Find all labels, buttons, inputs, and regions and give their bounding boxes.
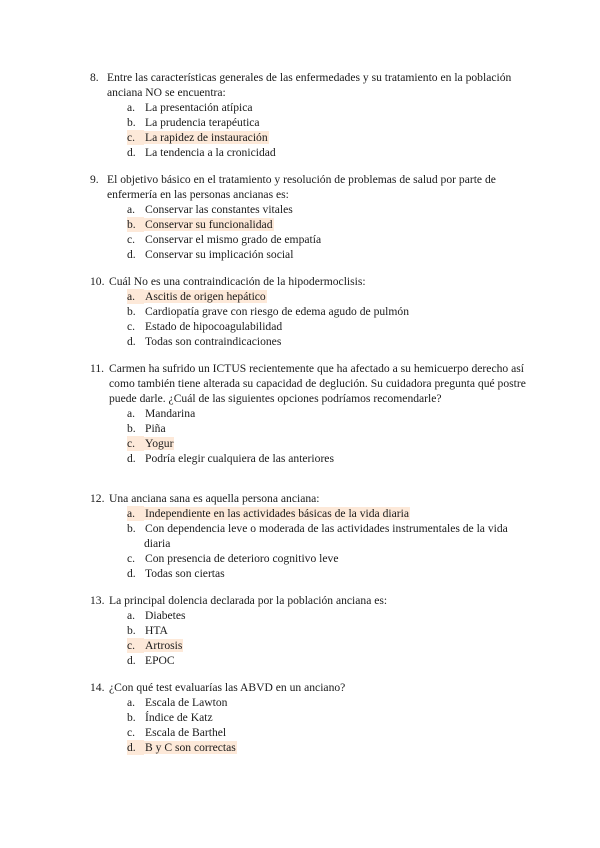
option-text: Cardiopatía grave con riesgo de edema agudo de pulmón xyxy=(145,305,409,318)
option-list xyxy=(90,506,530,581)
question-text: Una anciana sana es aquella persona anciana: xyxy=(109,492,320,505)
option-text: Estado de hipocoagulabilidad xyxy=(145,320,283,333)
option-text: Podría elegir cualquiera de las anteriores xyxy=(145,452,334,465)
option-letter: b. xyxy=(127,116,136,129)
option-list xyxy=(90,289,530,349)
option-b xyxy=(127,304,530,319)
option-b xyxy=(127,521,530,551)
option-text: Con dependencia leve o moderada de las actividades instrumentales de la vida diaria xyxy=(144,522,508,550)
option-letter: c. xyxy=(127,552,136,565)
option-letter: d. xyxy=(127,452,136,465)
option-text: Escala de Lawton xyxy=(145,696,228,709)
option-c xyxy=(127,319,530,334)
option-b-correct xyxy=(127,217,530,232)
option-a xyxy=(127,406,530,421)
option-letter: b. xyxy=(127,217,144,232)
option-text: Escala de Barthel xyxy=(145,726,227,739)
option-c-correct xyxy=(127,130,530,145)
option-a xyxy=(127,202,530,217)
option-c-correct xyxy=(127,436,530,451)
option-text: Artrosis xyxy=(145,639,183,652)
option-text: La rapidez de instauración xyxy=(145,131,268,144)
question-text: Cuál No es una contraindicación de la hipodermoclisis: xyxy=(109,275,366,288)
option-letter: a. xyxy=(127,506,144,521)
option-letter: a. xyxy=(127,609,136,622)
option-d xyxy=(127,451,530,466)
question-number: 9. xyxy=(90,173,99,186)
option-a-correct xyxy=(127,506,530,521)
option-letter: c. xyxy=(127,638,144,653)
option-letter: d. xyxy=(127,654,136,667)
option-list xyxy=(90,608,530,668)
option-text: B y C son correctas xyxy=(145,741,236,754)
option-letter: d. xyxy=(127,335,136,348)
option-a xyxy=(127,100,530,115)
option-c xyxy=(127,232,530,247)
option-list xyxy=(90,202,530,262)
option-letter: b. xyxy=(127,711,136,724)
option-d xyxy=(127,247,530,262)
option-text: Conservar su funcionalidad xyxy=(145,218,273,231)
option-text: Piña xyxy=(145,422,166,435)
option-letter: a. xyxy=(127,289,144,304)
option-a xyxy=(127,695,530,710)
option-letter: a. xyxy=(127,101,136,114)
option-c xyxy=(127,551,530,566)
option-text: Índice de Katz xyxy=(145,711,213,724)
option-b xyxy=(127,623,530,638)
option-letter: d. xyxy=(127,567,136,580)
option-letter: c. xyxy=(127,320,136,333)
question-number: 10. xyxy=(90,275,105,288)
question-number: 8. xyxy=(90,71,99,84)
option-letter: b. xyxy=(127,305,136,318)
question-14 xyxy=(90,680,530,755)
option-list xyxy=(90,100,530,160)
option-a xyxy=(127,608,530,623)
option-letter: d. xyxy=(127,740,144,755)
question-12 xyxy=(90,491,530,581)
option-text: Diabetes xyxy=(145,609,186,622)
option-d xyxy=(127,566,530,581)
question-11 xyxy=(90,361,530,466)
question-10 xyxy=(90,274,530,349)
question-number: 11. xyxy=(90,362,105,375)
option-text: Todas son ciertas xyxy=(145,567,225,580)
question-text: ¿Con qué test evaluarías las ABVD en un anciano? xyxy=(109,681,346,694)
option-letter: c. xyxy=(127,436,144,451)
option-letter: c. xyxy=(127,233,136,246)
option-text: Con presencia de deterioro cognitivo leve xyxy=(145,552,339,565)
question-9 xyxy=(90,172,530,262)
option-letter: a. xyxy=(127,203,136,216)
question-number: 14. xyxy=(90,681,105,694)
option-text: Conservar el mismo grado de empatía xyxy=(145,233,322,246)
question-text: El objetivo básico en el tratamiento y resolución de problemas de salud por parte de enfermería en las personas ancianas es: xyxy=(107,173,496,201)
option-text: Mandarina xyxy=(145,407,196,420)
option-text: Conservar las constantes vitales xyxy=(145,203,293,216)
option-letter: c. xyxy=(127,130,144,145)
option-text: La prudencia terapéutica xyxy=(145,116,260,129)
question-text: Carmen ha sufrido un ICTUS recientemente que ha afectado a su hemicuerpo derecho así como también tiene alterada su capacidad de deglución. Su cuidadora pregunta qué postre puede darle. ¿Cuál de las siguientes opciones podríamos recomendarle? xyxy=(109,362,526,405)
option-letter: a. xyxy=(127,407,136,420)
option-c-correct xyxy=(127,638,530,653)
option-d xyxy=(127,653,530,668)
option-text: La tendencia a la cronicidad xyxy=(145,146,276,159)
option-text: HTA xyxy=(145,624,168,637)
question-13 xyxy=(90,593,530,668)
question-text: La principal dolencia declarada por la población anciana es: xyxy=(109,594,388,607)
option-letter: b. xyxy=(127,522,136,535)
question-number: 12. xyxy=(90,492,105,505)
option-letter: d. xyxy=(127,248,136,261)
option-letter: b. xyxy=(127,422,136,435)
question-8 xyxy=(90,70,530,160)
option-b xyxy=(127,710,530,725)
option-b xyxy=(127,115,530,130)
option-list xyxy=(90,695,530,755)
option-text: Ascitis de origen hepático xyxy=(145,290,266,303)
option-d-correct xyxy=(127,740,530,755)
option-text: Conservar su implicación social xyxy=(145,248,294,261)
option-text: La presentación atípica xyxy=(145,101,253,114)
option-c xyxy=(127,725,530,740)
option-d xyxy=(127,334,530,349)
option-a-correct xyxy=(127,289,530,304)
question-text: Entre las características generales de las enfermedades y su tratamiento en la población anciana NO se encuentra: xyxy=(107,71,512,99)
option-letter: d. xyxy=(127,146,136,159)
option-d xyxy=(127,145,530,160)
option-text: EPOC xyxy=(145,654,175,667)
option-letter: a. xyxy=(127,696,136,709)
option-list xyxy=(90,406,530,466)
option-text: Independiente en las actividades básicas de la vida diaria xyxy=(145,507,409,520)
option-b xyxy=(127,421,530,436)
question-number: 13. xyxy=(90,594,105,607)
option-text: Yogur xyxy=(145,437,174,450)
option-letter: b. xyxy=(127,624,136,637)
option-letter: c. xyxy=(127,726,136,739)
option-text: Todas son contraindicaciones xyxy=(145,335,282,348)
